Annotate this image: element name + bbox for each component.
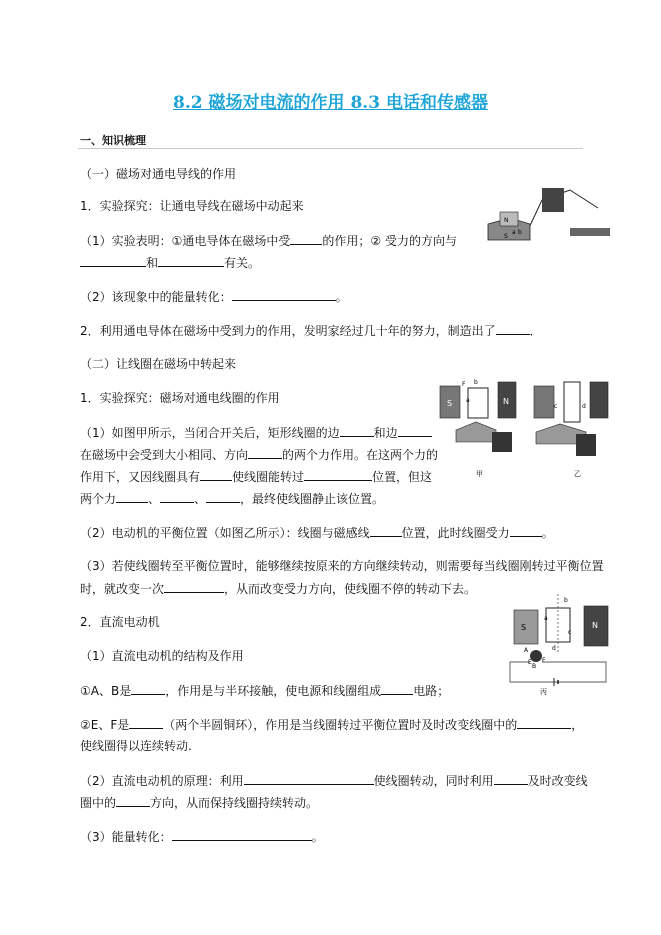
question-line: （1）直流电动机的结构及作用: [80, 649, 244, 663]
question-line: 作用下，又因线圈具有 使线圈能转过 位置，但这: [80, 470, 433, 484]
question-line: 2．利用通电导体在磁场中受到力的作用，发明家经过几十年的努力，制造出了 ．: [80, 324, 542, 338]
figure-wire-experiment: [480, 180, 612, 252]
figure-dc-motor: [506, 590, 616, 696]
experiment-heading-2: 1．实验探究：磁场对通电线圈的作用: [80, 391, 280, 405]
fig2-label: c: [554, 403, 558, 410]
figure-coil-jia-yi: [436, 372, 614, 482]
question-line: 和 有关。: [80, 254, 260, 271]
question-line: （1）如图甲所示，当闭合开关后，矩形线圈的边 和边: [80, 424, 432, 441]
question-line: ①A、B是 ，作用是与半环接触，使电源和线圈组成 电路；: [80, 684, 450, 698]
question-line: 两个力 、 、 ，最终使线圈静止该位置。: [80, 492, 385, 506]
fig3-label: E: [528, 659, 532, 666]
question-line: （3）能量转化： 。: [80, 830, 324, 844]
fig2-caption: 甲: [476, 470, 483, 478]
fig3-caption: 丙: [540, 688, 547, 696]
question-line: （2）该现象中的能量转化： 。: [80, 290, 348, 304]
fig1-label: a: [512, 229, 516, 236]
fig3-label: a: [544, 615, 548, 622]
fig2-label: S: [447, 399, 453, 408]
fig3-label: b: [564, 597, 568, 604]
fig2-label: a: [466, 397, 470, 404]
question-line: ②E、F是 （两个半圆铜环），作用是当线圈转过平衡位置时及时改变线圈中的 ，: [80, 718, 584, 732]
fig1-label: b: [518, 229, 522, 236]
question-line: （3）若使线圈转至平衡位置时，能够继续按原来的方向继续转动，则需要每当线圈刚转过平衡位置: [80, 559, 604, 573]
fig3-label: c: [568, 629, 572, 636]
fig2-label: F: [462, 381, 466, 388]
page-title: 8.2 磁场对电流的作用 8.3 电话和传感器: [173, 93, 488, 113]
fig2-label: N: [503, 397, 509, 406]
fig2-label: d: [582, 403, 586, 410]
question-line: 圈中的 方向，从而保持线圈持续转动。: [80, 796, 319, 810]
question-line: （1）实验表明：①通电导体在磁场中受 的作用；② 受力的方向与: [80, 234, 457, 248]
fig3-label: B: [532, 663, 537, 670]
fig3-label: d: [552, 645, 556, 652]
section-heading: 一、知识梳理: [80, 134, 146, 147]
question-line: （2）电动机的平衡位置（如图乙所示）：线圈与磁感线 位置，此时线圈受力 。: [80, 526, 554, 540]
rheostat-icon: [570, 228, 610, 236]
fig1-label: N: [504, 217, 509, 224]
fig2-caption: 乙: [574, 470, 581, 478]
question-line: 时，就改变一次 ，从而改变受力方向，使线圈不停的转动下去。: [80, 582, 477, 596]
fig3-label: F: [542, 657, 546, 664]
divider: [78, 148, 583, 149]
fig3-label: S: [521, 623, 527, 632]
subsection-heading-3: 2．直流电动机: [80, 615, 160, 629]
fig3-label: A: [524, 647, 529, 654]
subsection-heading-1: （一）磁场对通电导线的作用: [80, 167, 237, 181]
fig3-label: N: [592, 621, 598, 630]
question-line: （2）直流电动机的原理：利用 使线圈转动，同时利用 及时改变线: [80, 774, 588, 788]
question-line: 在磁场中会受到大小相同、方向 的两个力作用。在这两个力的: [80, 448, 439, 462]
subsection-heading-2: （二）让线圈在磁场中转起来: [80, 357, 237, 371]
experiment-heading-1: 1．实验探究：让通电导线在磁场中动起来: [80, 199, 304, 213]
fig2-label: b: [474, 379, 478, 386]
battery-icon: [542, 188, 564, 212]
fig1-label: S: [504, 233, 508, 240]
question-line: 使线圈得以连续转动.: [80, 739, 192, 753]
